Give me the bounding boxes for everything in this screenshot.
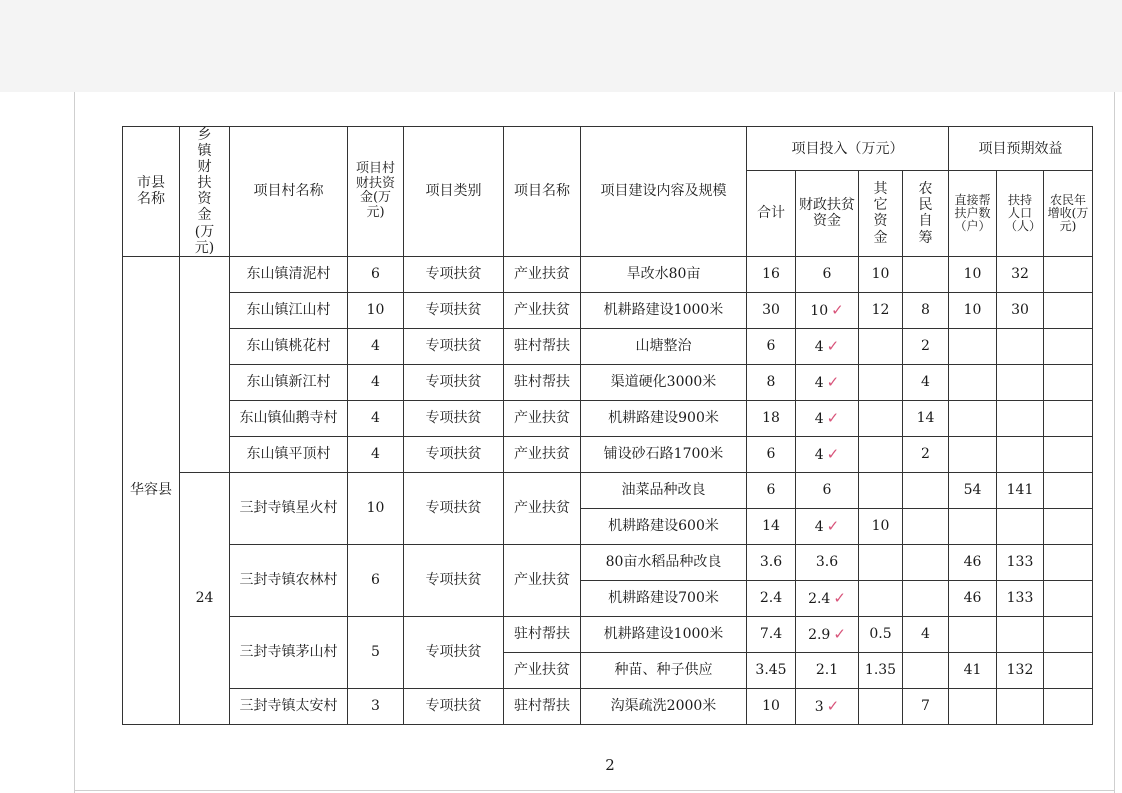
county-cell: 华容县 xyxy=(123,256,180,724)
poverty-project-table xyxy=(122,126,1093,725)
farmer-cell: 14 xyxy=(903,400,949,436)
table-row xyxy=(123,364,1093,400)
check-mark-icon: ✓ xyxy=(826,444,840,463)
fiscal-value: 4 xyxy=(814,446,824,463)
total-cell: 7.4 xyxy=(747,616,796,652)
content-cell: 油菜品种改良 xyxy=(581,472,747,508)
village-fund-cell: 10 xyxy=(348,472,404,544)
check-mark-icon: ✓ xyxy=(831,300,844,319)
village-fund-cell: 6 xyxy=(348,544,404,616)
header-persons: 扶持人口（人） xyxy=(997,171,1044,257)
village-cell: 东山镇新江村 xyxy=(230,364,348,400)
persons-cell: 30 xyxy=(997,292,1044,328)
households-cell xyxy=(949,436,997,472)
total-cell: 10 xyxy=(747,688,796,724)
village-fund-cell: 10 xyxy=(348,292,404,328)
total-cell: 3.45 xyxy=(747,652,796,688)
fiscal-value: 6 xyxy=(822,266,832,283)
header-farmer: 农民自筹 xyxy=(903,171,949,257)
header-village-fund: 项目村财扶资金(万元) xyxy=(348,127,404,257)
table-row xyxy=(123,436,1093,472)
fiscal-cell xyxy=(796,472,859,508)
header-households: 直接帮扶户数（户） xyxy=(949,171,997,257)
fiscal-value: 4 xyxy=(814,374,824,391)
content-cell: 机耕路建设700米 xyxy=(581,580,747,616)
table-row xyxy=(123,292,1093,328)
households-cell xyxy=(949,508,997,544)
persons-cell: 141 xyxy=(997,472,1044,508)
category-cell: 专项扶贫 xyxy=(404,328,504,364)
fiscal-value: 10 xyxy=(810,302,829,319)
other-cell: 10 xyxy=(859,508,903,544)
fiscal-cell xyxy=(796,688,859,724)
income-cell xyxy=(1044,436,1093,472)
fiscal-cell xyxy=(796,400,859,436)
table-row xyxy=(123,256,1093,292)
category-cell: 专项扶贫 xyxy=(404,292,504,328)
other-cell xyxy=(859,580,903,616)
fiscal-value: 2.9 xyxy=(808,626,831,643)
other-cell xyxy=(859,436,903,472)
table-row xyxy=(123,328,1093,364)
income-cell xyxy=(1044,364,1093,400)
check-mark-icon: ✓ xyxy=(826,696,840,715)
households-cell: 41 xyxy=(949,652,997,688)
farmer-cell xyxy=(903,256,949,292)
fiscal-cell xyxy=(796,436,859,472)
village-cell: 东山镇清泥村 xyxy=(230,256,348,292)
paper-edge-right xyxy=(1114,92,1115,793)
fiscal-cell xyxy=(796,652,859,688)
households-cell: 46 xyxy=(949,580,997,616)
village-cell: 三封寺镇农林村 xyxy=(230,544,348,616)
header-fiscal: 财政扶贫资金 xyxy=(796,171,859,257)
paper-edge-bottom xyxy=(74,790,1114,791)
content-cell: 沟渠疏洗2000米 xyxy=(581,688,747,724)
table-row xyxy=(123,688,1093,724)
fiscal-cell xyxy=(796,616,859,652)
check-mark-icon: ✓ xyxy=(826,336,840,355)
paper-edge-left xyxy=(74,92,75,793)
project-name-cell: 驻村帮扶 xyxy=(504,616,581,652)
income-cell xyxy=(1044,508,1093,544)
header-village: 项目村名称 xyxy=(230,127,348,257)
other-cell: 1.35 xyxy=(859,652,903,688)
village-cell: 三封寺镇星火村 xyxy=(230,472,348,544)
income-cell xyxy=(1044,616,1093,652)
persons-cell xyxy=(997,688,1044,724)
village-cell: 东山镇江山村 xyxy=(230,292,348,328)
income-cell xyxy=(1044,472,1093,508)
village-fund-cell: 4 xyxy=(348,328,404,364)
income-cell xyxy=(1044,400,1093,436)
persons-cell xyxy=(997,364,1044,400)
village-fund-cell: 4 xyxy=(348,436,404,472)
village-fund-cell: 6 xyxy=(348,256,404,292)
project-name-cell: 驻村帮扶 xyxy=(504,364,581,400)
header-benefit-group: 项目预期效益 xyxy=(949,127,1093,171)
fiscal-value: 2.4 xyxy=(808,590,831,607)
town-fund-cell: 24 xyxy=(180,472,230,724)
farmer-cell xyxy=(903,652,949,688)
persons-cell xyxy=(997,508,1044,544)
fiscal-value: 6 xyxy=(822,482,832,499)
header-town-fund: 乡镇财扶资金(万元) xyxy=(180,127,230,257)
content-cell: 机耕路建设900米 xyxy=(581,400,747,436)
farmer-cell: 4 xyxy=(903,616,949,652)
project-name-cell: 产业扶贫 xyxy=(504,400,581,436)
category-cell: 专项扶贫 xyxy=(404,616,504,688)
income-cell xyxy=(1044,688,1093,724)
fiscal-cell xyxy=(796,328,859,364)
content-cell: 机耕路建设1000米 xyxy=(581,616,747,652)
scan-top-band xyxy=(0,0,1122,92)
content-cell: 80亩水稻品种改良 xyxy=(581,544,747,580)
table-row xyxy=(123,616,1093,652)
total-cell: 30 xyxy=(747,292,796,328)
households-cell: 54 xyxy=(949,472,997,508)
total-cell: 2.4 xyxy=(747,580,796,616)
other-cell xyxy=(859,400,903,436)
total-cell: 3.6 xyxy=(747,544,796,580)
farmer-cell xyxy=(903,544,949,580)
table-row xyxy=(123,544,1093,580)
town-fund-cell-dongshan xyxy=(180,256,230,472)
village-cell: 东山镇平顶村 xyxy=(230,436,348,472)
fiscal-value: 4 xyxy=(814,338,824,355)
fiscal-cell xyxy=(796,292,859,328)
table-row xyxy=(123,472,1093,508)
fiscal-value: 2.1 xyxy=(815,662,839,679)
project-name-cell: 产业扶贫 xyxy=(504,472,581,544)
fiscal-cell xyxy=(796,580,859,616)
farmer-cell: 8 xyxy=(903,292,949,328)
content-cell: 渠道硬化3000米 xyxy=(581,364,747,400)
content-cell: 山塘整治 xyxy=(581,328,747,364)
income-cell xyxy=(1044,544,1093,580)
project-name-cell: 产业扶贫 xyxy=(504,436,581,472)
total-cell: 16 xyxy=(747,256,796,292)
persons-cell: 133 xyxy=(997,580,1044,616)
farmer-cell xyxy=(903,580,949,616)
header-income: 农民年增收(万元) xyxy=(1044,171,1093,257)
village-cell: 东山镇桃花村 xyxy=(230,328,348,364)
village-fund-cell: 3 xyxy=(348,688,404,724)
fiscal-value: 4 xyxy=(814,410,824,427)
households-cell xyxy=(949,364,997,400)
header-county: 市县名称 xyxy=(123,127,180,257)
village-cell: 东山镇仙鹅寺村 xyxy=(230,400,348,436)
check-mark-icon: ✓ xyxy=(833,624,846,643)
persons-cell xyxy=(997,328,1044,364)
header-other: 其它资金 xyxy=(859,171,903,257)
fiscal-cell xyxy=(796,544,859,580)
persons-cell xyxy=(997,400,1044,436)
other-cell xyxy=(859,544,903,580)
income-cell xyxy=(1044,580,1093,616)
households-cell xyxy=(949,616,997,652)
households-cell: 10 xyxy=(949,292,997,328)
village-fund-cell: 4 xyxy=(348,364,404,400)
village-cell: 三封寺镇茅山村 xyxy=(230,616,348,688)
income-cell xyxy=(1044,292,1093,328)
other-cell: 12 xyxy=(859,292,903,328)
project-name-cell: 产业扶贫 xyxy=(504,544,581,616)
farmer-cell: 7 xyxy=(903,688,949,724)
other-cell xyxy=(859,472,903,508)
category-cell: 专项扶贫 xyxy=(404,364,504,400)
header-category: 项目类别 xyxy=(404,127,504,257)
persons-cell: 32 xyxy=(997,256,1044,292)
header-investment-group: 项目投入（万元） xyxy=(747,127,949,171)
village-cell: 三封寺镇太安村 xyxy=(230,688,348,724)
content-cell: 旱改水80亩 xyxy=(581,256,747,292)
total-cell: 14 xyxy=(747,508,796,544)
farmer-cell: 2 xyxy=(903,328,949,364)
village-fund-cell: 4 xyxy=(348,400,404,436)
fiscal-value: 3.6 xyxy=(815,554,839,571)
check-mark-icon: ✓ xyxy=(833,588,846,607)
total-cell: 6 xyxy=(747,328,796,364)
category-cell: 专项扶贫 xyxy=(404,544,504,616)
households-cell xyxy=(949,328,997,364)
other-cell: 10 xyxy=(859,256,903,292)
content-cell: 机耕路建设600米 xyxy=(581,508,747,544)
farmer-cell xyxy=(903,508,949,544)
fiscal-value: 4 xyxy=(814,518,824,535)
check-mark-icon: ✓ xyxy=(826,372,840,391)
income-cell xyxy=(1044,652,1093,688)
fiscal-cell xyxy=(796,364,859,400)
header-project-name: 项目名称 xyxy=(504,127,581,257)
project-name-cell: 产业扶贫 xyxy=(504,256,581,292)
content-cell: 种苗、种子供应 xyxy=(581,652,747,688)
other-cell xyxy=(859,688,903,724)
content-cell: 铺设砂石路1700米 xyxy=(581,436,747,472)
households-cell: 46 xyxy=(949,544,997,580)
farmer-cell: 2 xyxy=(903,436,949,472)
content-cell: 机耕路建设1000米 xyxy=(581,292,747,328)
total-cell: 8 xyxy=(747,364,796,400)
persons-cell xyxy=(997,436,1044,472)
farmer-cell: 4 xyxy=(903,364,949,400)
fiscal-value: 3 xyxy=(814,698,824,715)
income-cell xyxy=(1044,256,1093,292)
table-row xyxy=(123,400,1093,436)
fiscal-cell xyxy=(796,508,859,544)
other-cell: 0.5 xyxy=(859,616,903,652)
income-cell xyxy=(1044,328,1093,364)
households-cell xyxy=(949,400,997,436)
persons-cell: 133 xyxy=(997,544,1044,580)
page-number: 2 xyxy=(605,756,615,774)
header-total: 合计 xyxy=(747,171,796,257)
persons-cell xyxy=(997,616,1044,652)
total-cell: 6 xyxy=(747,472,796,508)
project-name-cell: 驻村帮扶 xyxy=(504,688,581,724)
households-cell: 10 xyxy=(949,256,997,292)
farmer-cell xyxy=(903,472,949,508)
fiscal-cell xyxy=(796,256,859,292)
households-cell xyxy=(949,688,997,724)
check-mark-icon: ✓ xyxy=(826,516,840,535)
header-content: 项目建设内容及规模 xyxy=(581,127,747,257)
village-fund-cell: 5 xyxy=(348,616,404,688)
project-name-cell: 驻村帮扶 xyxy=(504,328,581,364)
project-name-cell: 产业扶贫 xyxy=(504,292,581,328)
category-cell: 专项扶贫 xyxy=(404,400,504,436)
category-cell: 专项扶贫 xyxy=(404,688,504,724)
total-cell: 6 xyxy=(747,436,796,472)
persons-cell: 132 xyxy=(997,652,1044,688)
category-cell: 专项扶贫 xyxy=(404,436,504,472)
check-mark-icon: ✓ xyxy=(826,408,840,427)
project-name-cell: 产业扶贫 xyxy=(504,652,581,688)
category-cell: 专项扶贫 xyxy=(404,472,504,544)
total-cell: 18 xyxy=(747,400,796,436)
other-cell xyxy=(859,328,903,364)
category-cell: 专项扶贫 xyxy=(404,256,504,292)
other-cell xyxy=(859,364,903,400)
